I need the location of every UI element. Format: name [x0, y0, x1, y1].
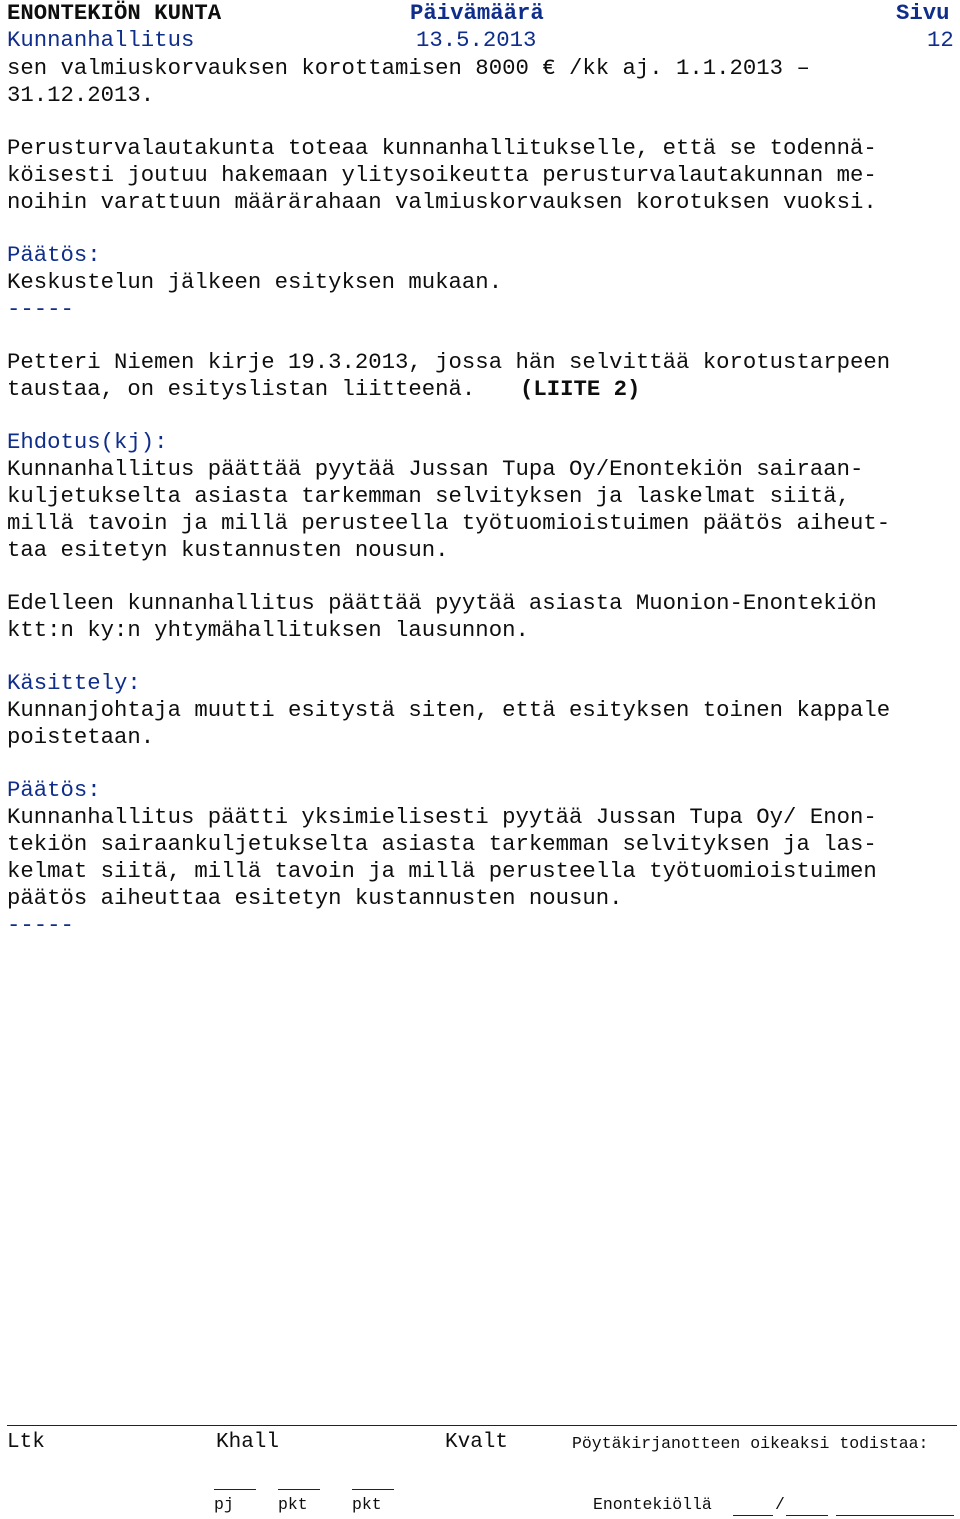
footer-slash: / [775, 1495, 785, 1514]
day-line [733, 1515, 773, 1516]
page-label: Sivu [896, 0, 950, 26]
decision2-line-1: Kunnanhallitus päätti yksimielisesti pyytää Jussan Tupa Oy/ Enon- [7, 804, 877, 830]
month-line [786, 1515, 828, 1516]
proposal-line-1: Kunnanhallitus päättää pyytää Jussan Tupa Oy/Enontekiön sairaan- [7, 456, 864, 482]
date-label: Päivämäärä [410, 0, 544, 26]
para1-line-2: köisesti joutuu hakemaan ylitysoikeutta perusturvalautakunnan me- [7, 162, 877, 188]
footer-rule [7, 1425, 957, 1426]
handling-line-1: Kunnanjohtaja muutti esitystä siten, että esityksen toinen kappale [7, 697, 891, 723]
separator-1: ----- [7, 296, 74, 322]
footer-pj: pj [214, 1495, 234, 1514]
proposal-line-2: kuljetukselta asiasta tarkemman selvityksen ja laskelmat siitä, [7, 483, 850, 509]
decision2-label: Päätös: [7, 777, 101, 803]
decision2-line-4: päätös aiheuttaa esitetyn kustannusten nousun. [7, 885, 623, 911]
pkt2-line [352, 1489, 394, 1490]
body-name: Kunnanhallitus [7, 27, 195, 53]
footer-place: Enontekiöllä [593, 1495, 712, 1514]
decision2-line-3: kelmat siitä, millä tavoin ja millä perusteella työtuomioistuimen [7, 858, 877, 884]
decision2-line-2: tekiön sairaankuljetukselta asiasta tarkemman selvityksen ja las- [7, 831, 877, 857]
footer-kvalt: Kvalt [445, 1431, 509, 1454]
proposal-label: Ehdotus(kj): [7, 429, 168, 455]
intro-line-1: sen valmiuskorvauksen korottamisen 8000 € /kk aj. 1.1.2013 – [7, 55, 810, 81]
proposal-line-4: taa esitetyn kustannusten nousun. [7, 537, 449, 563]
separator-2: ----- [7, 912, 74, 938]
letter-line-1: Petteri Niemen kirje 19.3.2013, jossa hän selvittää korotustarpeen [7, 349, 891, 375]
handling-label: Käsittely: [7, 670, 141, 696]
pj-line [214, 1489, 256, 1490]
decision1-text: Keskustelun jälkeen esityksen mukaan. [7, 269, 503, 295]
proposal-line-3: millä tavoin ja millä perusteella työtuomioistuimen päätös aiheut- [7, 510, 891, 536]
footer-pkt-2: pkt [352, 1495, 382, 1514]
footer-ltk: Ltk [7, 1431, 45, 1454]
attachment-ref: (LIITE 2) [520, 376, 641, 402]
proposal2-line-2: ktt:n ky:n yhtymähallituksen lausunnon. [7, 617, 529, 643]
intro-line-2: 31.12.2013. [7, 82, 155, 108]
pkt1-line [278, 1489, 320, 1490]
meeting-date: 13.5.2013 [416, 27, 537, 53]
decision1-label: Päätös: [7, 242, 101, 268]
signature-line [836, 1515, 954, 1516]
para1-line-1: Perusturvalautakunta toteaa kunnanhallitukselle, että se todennä- [7, 135, 877, 161]
footer-certify: Pöytäkirjanotteen oikeaksi todistaa: [572, 1434, 929, 1453]
proposal2-line-1: Edelleen kunnanhallitus päättää pyytää asiasta Muonion-Enontekiön [7, 590, 877, 616]
letter-line-2: taustaa, on esityslistan liitteenä. [7, 376, 476, 402]
para1-line-3: noihin varattuun määrärahaan valmiuskorvauksen korotuksen vuoksi. [7, 189, 877, 215]
handling-line-2: poistetaan. [7, 724, 155, 750]
org-name: ENONTEKIÖN KUNTA [7, 0, 222, 26]
page-number: 12 [927, 27, 954, 53]
footer-khall: Khall [216, 1431, 280, 1454]
footer-pkt-1: pkt [278, 1495, 308, 1514]
